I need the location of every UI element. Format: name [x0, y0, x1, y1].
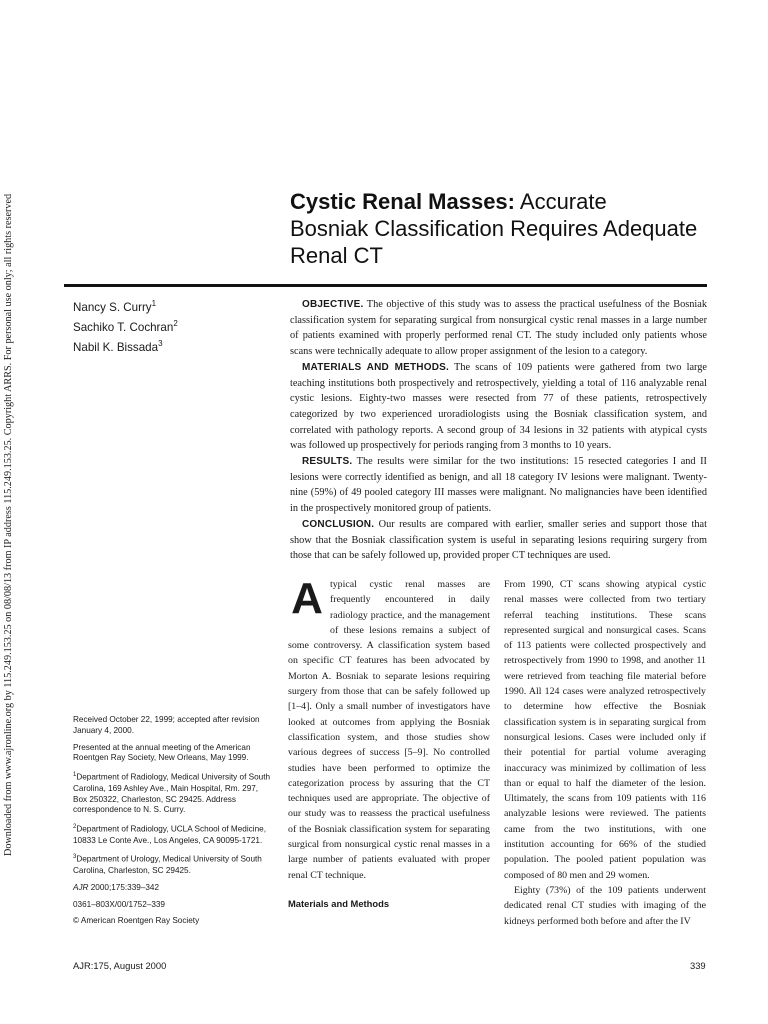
presented-note: Presented at the annual meeting of the American Roentgen Ray Society, New Orleans, May 1999. [73, 742, 251, 763]
abstract-conclusion: CONCLUSION. Our results are compared with earlier, smaller series and support those that show that the Bosniak classification system is useful in separating lesions requiring surgery from those that can be safely followed up, provided proper CT techniques are used. [290, 518, 707, 562]
section-heading-methods: Materials and Methods [288, 897, 390, 909]
abstract-objective: OBJECTIVE. The objective of this study was to assess the practical usefulness of the Bosniak classification system for separating surgical from nonsurgical cystic renal masses in a large number of patients examined with properly performed renal CT. The study included only patients whose scans were technically adequate to allow proper assignment of the lesion to a category. [290, 299, 707, 358]
abstract-methods: MATERIALS AND METHODS. The scans of 109 patients were gathered from two large teaching institutions both prospectively and retrospectively, yielding a total of 116 analyzable renal cystic lesions. Eighty-two masses were resected from 77 of these patients, retrospectively categorized by two experienced uroradiologists using the Bosniak classification system, and correlated with pathology reports. A second group of 34 lesions in 32 patients with atypical cysts was followed up prospectively for periods ranging from 3 months to 10 years. [290, 361, 707, 452]
methods-paragraph-2: Eighty (73%) of the 109 patients underwent dedicated renal CT studies with imaging of the kidneys performed both before and after the IV [504, 884, 706, 927]
author: Nancy S. Curry$^1$ [73, 299, 157, 314]
affiliation-3: $^3$Department of Urology, Medical University of South Carolina, Charleston, SC 29425. [73, 854, 262, 875]
received-note: Received October 22, 1999; accepted after revision January 4, 2000. [73, 715, 260, 735]
title-line1-rest: Accurate [515, 189, 607, 214]
author: Sachiko T. Cochran$^2$ [73, 318, 178, 334]
download-notice-text: Downloaded from www.ajronline.org by 115.249.153.25 on 08/08/13 from IP address 115.249.153.25. Copyright ARRS. For personal use only; all rights reserved [3, 193, 14, 856]
page-number: 339 [690, 960, 706, 971]
title-line3: Renal CT [290, 243, 383, 268]
citation: AJR 2000;175:339–342 [73, 882, 160, 892]
affiliation-2: $^2$Department of Radiology, UCLA School of Medicine, 10833 Le Conte Ave., Los Angeles, CA 90095-1721. [73, 824, 266, 845]
article-title [290, 188, 730, 269]
title-line2: Bosniak Classification Requires Adequate [290, 216, 698, 241]
title-bold: Cystic Renal Masses: [290, 189, 515, 214]
issn: 0361–803X/00/1752–339 [73, 899, 165, 909]
article-notes [73, 715, 273, 933]
affiliation-1: $^1$Department of Radiology, Medical University of South Carolina, 169 Ashley Ave., Main Hospital, Rm. 297, Box 250322, Charleston, SC 29425. Address correspondence to N. S. Curry. [73, 772, 271, 815]
body-column-2 [504, 577, 706, 929]
abstract [290, 297, 707, 564]
intro-paragraph: Atypical cystic renal masses are frequently encountered in daily radiology practice, and the management of these lesions remains a subject of some controversy. A classification system based on specific CT features has been advocated by Morton A. Bosniak to separate lesions requiring surgery from those that can be safely followed up [1–4]. Only a small number of investigators have looked at outcomes from applying the Bosniak classification system, and those studies show various degrees of success [5–9]. No controlled studies have been performed to optimize the categorization process by assuring that the CT techniques used are appropriate. The objective of our study was to reassess the practical usefulness of the Bosniak classification system for separating surgical from nonsurgical cystic renal masses in a large number of patients evaluated with proper renal CT technique. [288, 574, 490, 881]
drop-cap: A [291, 574, 323, 623]
body-column-1 [288, 574, 490, 913]
copyright: © American Roentgen Ray Society [73, 916, 200, 926]
download-notice [2, 176, 16, 856]
title-rule [64, 284, 707, 287]
author: Nabil K. Bissada$^3$ [73, 338, 163, 354]
methods-paragraph-1-continued: From 1990, CT scans showing atypical cystic renal masses were collected from two tertiary referral teaching institutions. These scans represented surgical and nonsurgical cases. Scans of 113 patients were collected prospectively and retrospectively from 1990 to 1998, and another 11 were retrieved from teaching file material before 1990. All 124 cases were analyzed retrospectively to determine how effective the Bosniak classification system is in separating surgical from nonsurgical lesions. Cases were included only if their potential for partial volume averaging inaccuracy was minimized by collimation of less than or equal to half the diameter of the lesion. Ultimately, the scans from 109 patients with 116 analyzable lesions were reviewed. The patients came from the two institutions, with one institution accounting for 66% of the studied population. The pooled patient population was composed of 80 men and 29 women. [504, 579, 706, 881]
footer-journal: AJR:175, August 2000 [73, 960, 167, 971]
author-list [73, 296, 263, 356]
abstract-results: RESULTS. The results were similar for the two institutions: 15 resected categories I and II lesions were correctly identified as benign, and all 18 category IV lesions were malignant. Twenty-nine (59%) of 49 pooled category III masses were malignant. No malignancies have been identified in the prospectively monitored group of patients. [290, 456, 707, 515]
